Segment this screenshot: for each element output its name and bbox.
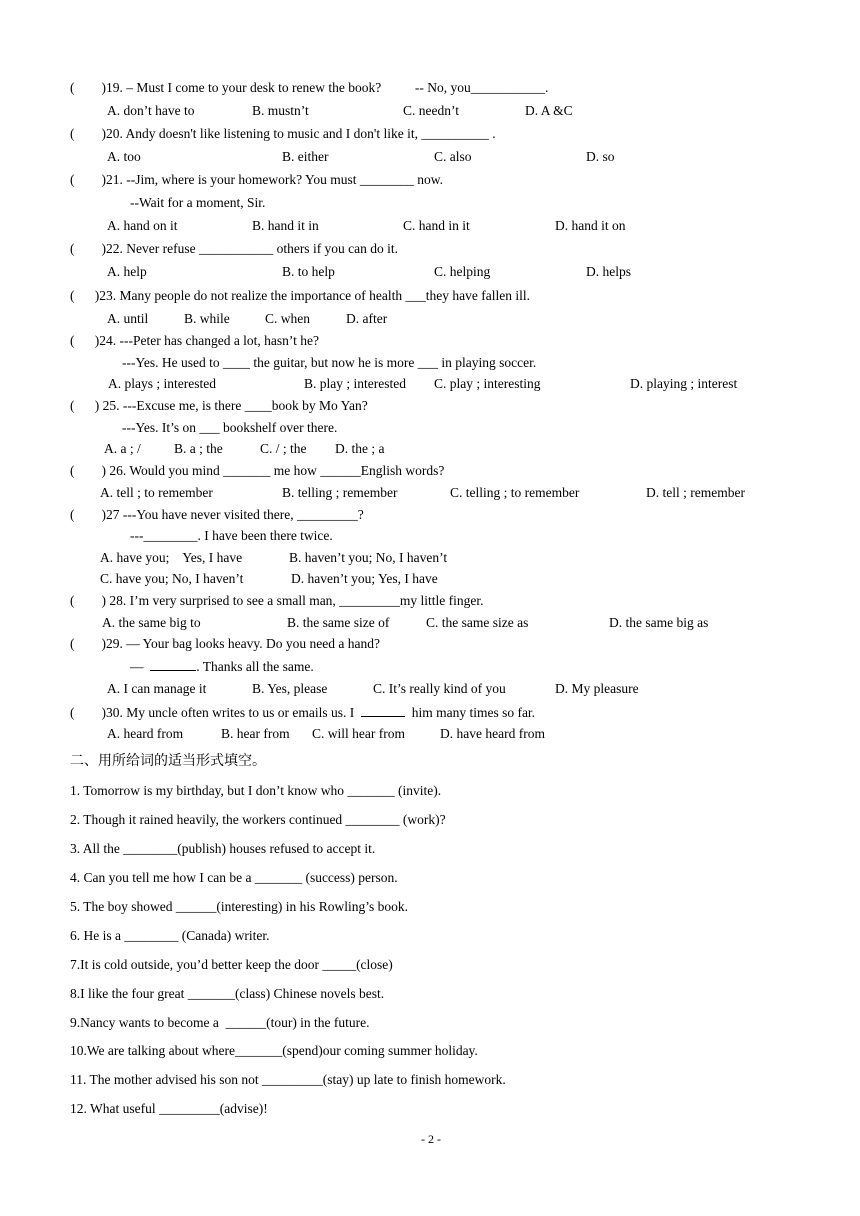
option-29-a: A. I can manage it bbox=[107, 681, 207, 696]
question-29-line2 bbox=[130, 658, 314, 675]
option-26-c: C. telling ; to remember bbox=[450, 485, 580, 500]
fill-item-3: 3. All the ________(publish) houses refused to accept it. bbox=[70, 841, 376, 856]
option-21-c: C. hand in it bbox=[403, 218, 470, 233]
option-24-c: C. play ; interesting bbox=[434, 376, 541, 391]
option-21-d: D. hand it on bbox=[555, 218, 626, 233]
question-28-stem: ( ) 28. I’m very surprised to see a small man, _________my little finger. bbox=[70, 593, 484, 608]
option-30-a: A. heard from bbox=[107, 726, 184, 741]
fill-item-11: 11. The mother advised his son not _________(stay) up late to finish homework. bbox=[70, 1072, 506, 1087]
option-28-d: D. the same big as bbox=[609, 615, 709, 630]
q29-tail: . Thanks all the same. bbox=[196, 659, 314, 674]
question-21-stem: ( )21. --Jim, where is your homework? You must ________ now. bbox=[70, 172, 443, 187]
question-27-line2: ---________. I have been there twice. bbox=[130, 528, 333, 543]
option-24-b: B. play ; interested bbox=[304, 376, 406, 391]
fill-item-2: 2. Though it rained heavily, the workers continued ________ (work)? bbox=[70, 812, 446, 827]
option-24-d: D. playing ; interest bbox=[630, 376, 738, 391]
option-22-a: A. help bbox=[107, 264, 147, 279]
fill-item-5: 5. The boy showed ______(interesting) in his Rowling’s book. bbox=[70, 899, 408, 914]
question-23-stem: ( )23. Many people do not realize the importance of health ___they have fallen ill. bbox=[70, 288, 530, 303]
option-20-c: C. also bbox=[434, 149, 472, 164]
option-29-c: C. It’s really kind of you bbox=[373, 681, 506, 696]
option-29-d: D. My pleasure bbox=[555, 681, 639, 696]
option-26-b: B. telling ; remember bbox=[282, 485, 398, 500]
fill-item-8: 8.I like the four great _______(class) Chinese novels best. bbox=[70, 986, 385, 1001]
question-24-line2: ---Yes. He used to ____ the guitar, but now he is more ___ in playing soccer. bbox=[122, 355, 537, 370]
option-22-b: B. to help bbox=[282, 264, 335, 279]
q29-dash: — bbox=[130, 659, 151, 674]
option-28-c: C. the same size as bbox=[426, 615, 529, 630]
question-30-stem bbox=[70, 704, 535, 721]
question-25-stem: ( ) 25. ---Excuse me, is there ____book by Mo Yan? bbox=[70, 398, 368, 413]
fill-item-6: 6. He is a ________ (Canada) writer. bbox=[70, 928, 270, 943]
option-27-b: B. haven’t you; No, I haven’t bbox=[289, 550, 448, 565]
option-25-b: B. a ; the bbox=[174, 441, 223, 456]
question-25-line2: ---Yes. It’s on ___ bookshelf over there. bbox=[122, 420, 338, 435]
option-27-a: A. have you; Yes, I have bbox=[100, 550, 243, 565]
option-30-d: D. have heard from bbox=[440, 726, 545, 741]
option-23-a: A. until bbox=[107, 311, 149, 326]
question-20-stem: ( )20. Andy doesn't like listening to music and I don't like it, __________ . bbox=[70, 126, 496, 141]
option-25-d: D. the ; a bbox=[335, 441, 385, 456]
option-22-d: D. helps bbox=[586, 264, 631, 279]
option-25-c: C. / ; the bbox=[260, 441, 307, 456]
option-20-b: B. either bbox=[282, 149, 329, 164]
option-25-a: A. a ; / bbox=[104, 441, 141, 456]
option-24-a: A. plays ; interested bbox=[108, 376, 216, 391]
option-30-b: B. hear from bbox=[221, 726, 290, 741]
option-21-a: A. hand on it bbox=[107, 218, 178, 233]
option-23-d: D. after bbox=[346, 311, 388, 326]
q29-blank bbox=[150, 658, 196, 671]
question-24-stem: ( )24. ---Peter has changed a lot, hasn’t he? bbox=[70, 333, 320, 348]
fill-item-4: 4. Can you tell me how I can be a _______ (success) person. bbox=[70, 870, 398, 885]
q30-stem-start: ( )30. My uncle often writes to us or emails us. I bbox=[70, 705, 361, 720]
option-26-a: A. tell ; to remember bbox=[100, 485, 213, 500]
option-19-a: A. don’t have to bbox=[107, 103, 195, 118]
question-19-stem: ( )19. – Must I come to your desk to renew the book? -- No, you___________. bbox=[70, 80, 549, 95]
option-27-d: D. haven’t you; Yes, I have bbox=[291, 571, 438, 586]
fill-item-12: 12. What useful _________(advise)! bbox=[70, 1101, 268, 1116]
option-29-b: B. Yes, please bbox=[252, 681, 328, 696]
option-22-c: C. helping bbox=[434, 264, 491, 279]
option-27-c: C. have you; No, I haven’t bbox=[100, 571, 244, 586]
section-2-title: 二、用所给词的适当形式填空。 bbox=[70, 754, 266, 769]
option-23-b: B. while bbox=[184, 311, 230, 326]
fill-item-10: 10.We are talking about where_______(spend)our coming summer holiday. bbox=[70, 1043, 478, 1058]
option-30-c: C. will hear from bbox=[312, 726, 405, 741]
question-21-line2: --Wait for a moment, Sir. bbox=[130, 195, 266, 210]
option-28-b: B. the same size of bbox=[287, 615, 390, 630]
fill-item-1: 1. Tomorrow is my birthday, but I don’t know who _______ (invite). bbox=[70, 783, 442, 798]
question-29-stem: ( )29. — Your bag looks heavy. Do you need a hand? bbox=[70, 636, 380, 651]
option-23-c: C. when bbox=[265, 311, 310, 326]
option-20-d: D. so bbox=[586, 149, 615, 164]
option-26-d: D. tell ; remember bbox=[646, 485, 745, 500]
option-28-a: A. the same big to bbox=[102, 615, 201, 630]
q30-stem-end: him many times so far. bbox=[404, 705, 536, 720]
option-19-c: C. needn’t bbox=[403, 103, 459, 118]
option-20-a: A. too bbox=[107, 149, 141, 164]
fill-item-7: 7.It is cold outside, you’d better keep the door _____(close) bbox=[70, 957, 393, 972]
fill-item-9: 9.Nancy wants to become a ______(tour) in the future. bbox=[70, 1015, 370, 1030]
option-19-b: B. mustn’t bbox=[252, 103, 309, 118]
option-21-b: B. hand it in bbox=[252, 218, 319, 233]
question-27-stem: ( )27 ---You have never visited there, _________? bbox=[70, 507, 364, 522]
question-26-stem: ( ) 26. Would you mind _______ me how ______English words? bbox=[70, 463, 445, 478]
page-number: - 2 - bbox=[421, 1132, 441, 1146]
question-22-stem: ( )22. Never refuse ___________ others if you can do it. bbox=[70, 241, 399, 256]
q30-blank bbox=[361, 704, 405, 717]
option-19-d: D. A &C bbox=[525, 103, 573, 118]
